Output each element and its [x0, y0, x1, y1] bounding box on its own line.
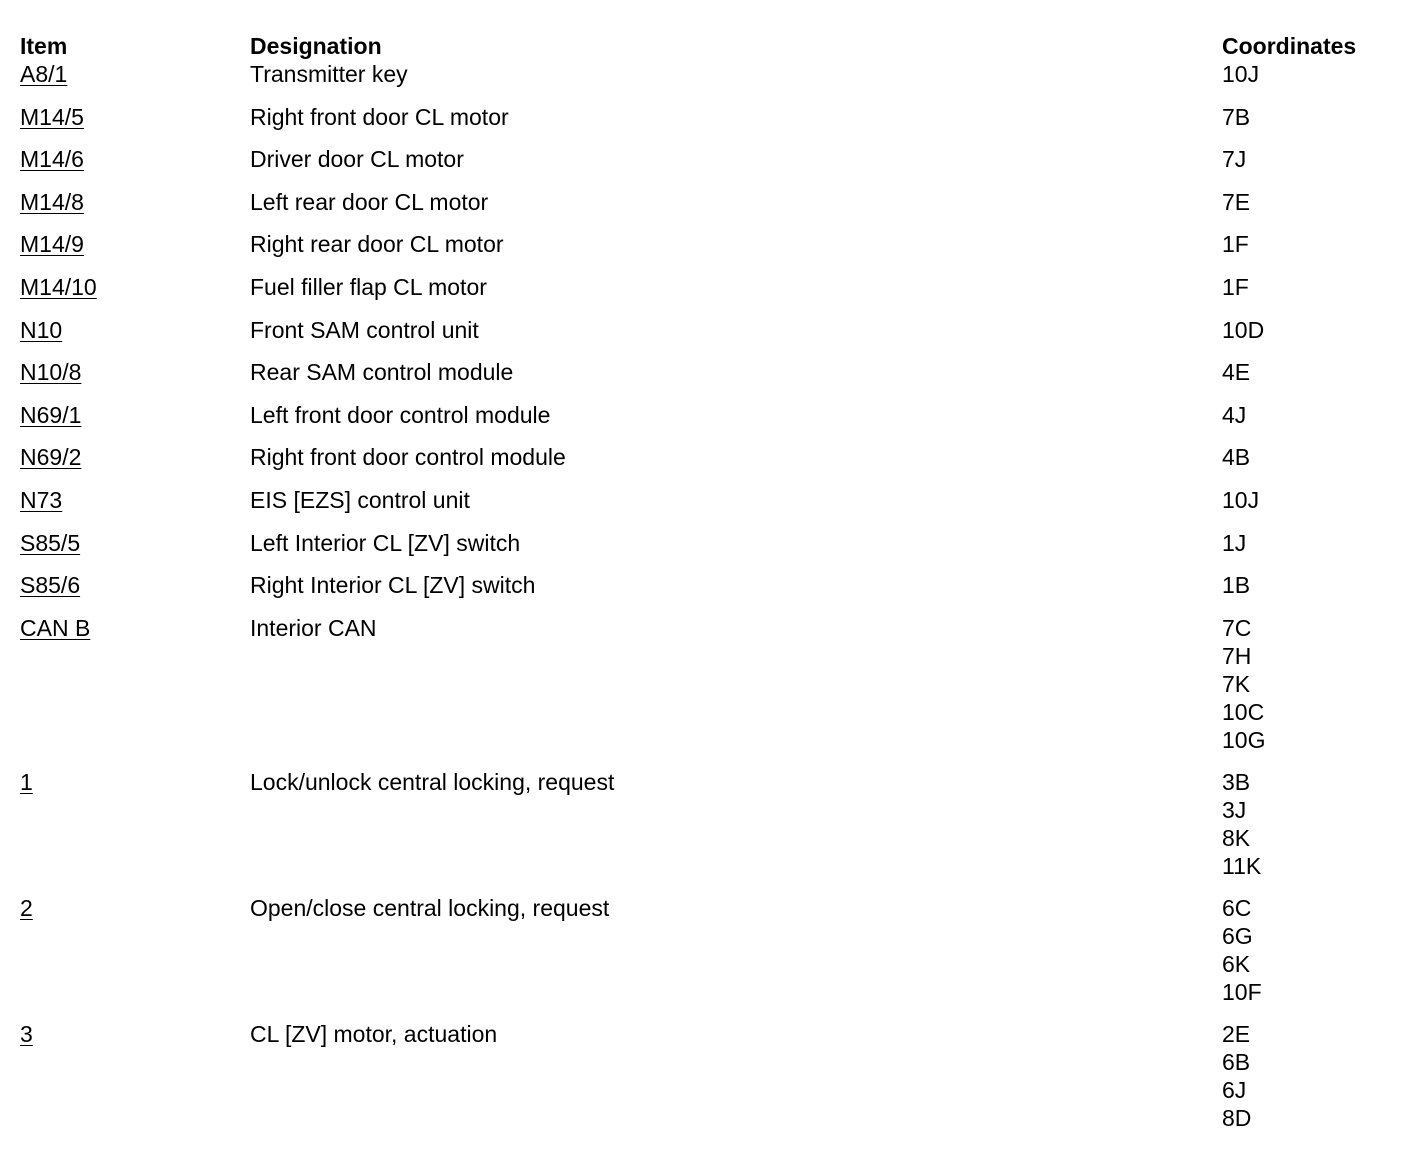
designation-cell: Right Interior CL [ZV] switch	[250, 572, 536, 599]
coordinate-value: 8K	[1222, 824, 1251, 851]
coordinates-cell	[1202, 316, 1408, 359]
designation-cell: Fuel filler flap CL motor	[250, 273, 487, 300]
coordinate-value: 2E	[1222, 1020, 1251, 1047]
table-row	[0, 230, 1408, 273]
coordinate-value: 6K	[1222, 950, 1251, 977]
coordinate-value: 10J	[1222, 61, 1260, 87]
coordinate-value: 1J	[1222, 529, 1247, 556]
table-row	[0, 103, 1408, 146]
designation-cell: Right front door control module	[250, 444, 566, 471]
coordinates-cell	[1202, 60, 1408, 103]
item-cell	[0, 103, 230, 146]
coordinate-value: 6J	[1222, 1076, 1247, 1103]
coordinate-value: 11K	[1222, 852, 1262, 879]
item-cell	[0, 1020, 230, 1146]
designation-cell: Rear SAM control module	[250, 359, 514, 386]
coordinate-value: 1F	[1222, 273, 1249, 300]
designation-cell: Left Interior CL [ZV] switch	[250, 529, 521, 556]
item-link[interactable]: A8/1	[20, 61, 68, 87]
item-link[interactable]: S85/6	[20, 572, 81, 599]
coordinates-cell	[1202, 529, 1408, 572]
coordinates-cell	[1202, 188, 1408, 231]
coordinate-value: 1F	[1222, 231, 1249, 258]
coordinates-cell	[1202, 358, 1408, 401]
coordinate-value: 6B	[1222, 1048, 1251, 1075]
item-link[interactable]: M14/6	[20, 146, 84, 173]
item-cell	[0, 443, 230, 486]
item-cell	[0, 571, 230, 614]
coordinates-cell	[1202, 230, 1408, 273]
item-link[interactable]: M14/8	[20, 188, 84, 215]
designation-cell: Interior CAN	[250, 614, 377, 641]
coordinate-value: 3B	[1222, 768, 1251, 795]
coordinate-value: 10D	[1222, 316, 1265, 343]
table-header-row	[0, 0, 1408, 60]
table-row	[0, 894, 1408, 1020]
coordinate-value: 7C	[1222, 614, 1252, 641]
coordinates-cell	[1202, 768, 1408, 894]
designation-cell: Left rear door CL motor	[250, 188, 489, 215]
item-cell	[0, 401, 230, 444]
table-row	[0, 273, 1408, 316]
designation-cell: Open/close central locking, request	[250, 894, 610, 921]
table-row	[0, 614, 1408, 768]
item-cell	[0, 316, 230, 359]
table-row	[0, 768, 1408, 894]
item-link[interactable]: N10/8	[20, 359, 82, 386]
table-row	[0, 486, 1408, 529]
designation-column-header: Designation	[250, 33, 382, 59]
item-link[interactable]: N73	[20, 486, 63, 513]
coordinates-cell	[1202, 401, 1408, 444]
item-link[interactable]: 3	[20, 1020, 33, 1047]
item-cell	[0, 273, 230, 316]
table-row	[0, 1020, 1408, 1146]
coordinates-column-header: Coordinates	[1222, 33, 1357, 59]
item-cell	[0, 60, 230, 103]
designation-cell: EIS [EZS] control unit	[250, 486, 470, 513]
item-link[interactable]: N10	[20, 316, 63, 343]
coordinates-cell	[1202, 571, 1408, 614]
coordinates-cell	[1202, 486, 1408, 529]
item-cell	[0, 768, 230, 894]
coordinates-cell	[1202, 145, 1408, 188]
table-row	[0, 571, 1408, 614]
item-cell	[0, 894, 230, 1020]
item-link[interactable]: N69/2	[20, 444, 82, 471]
coordinates-cell	[1202, 1020, 1408, 1146]
coordinate-value: 4J	[1222, 401, 1247, 428]
designation-cell: Front SAM control unit	[250, 316, 479, 343]
coordinate-value: 4B	[1222, 444, 1251, 471]
coordinate-value: 6G	[1222, 922, 1253, 949]
item-cell	[0, 230, 230, 273]
coordinates-cell	[1202, 894, 1408, 1020]
coordinates-cell	[1202, 614, 1408, 768]
item-link[interactable]: N69/1	[20, 401, 82, 428]
coordinate-value: 7K	[1222, 670, 1251, 697]
item-link[interactable]: S85/5	[20, 529, 81, 556]
designation-cell: Right front door CL motor	[250, 103, 509, 130]
coordinate-value: 3J	[1222, 796, 1247, 823]
designation-cell: Driver door CL motor	[250, 146, 464, 173]
designation-cell: Transmitter key	[250, 61, 408, 87]
item-link[interactable]: M14/10	[20, 273, 97, 300]
coordinate-value: 8D	[1222, 1104, 1252, 1131]
item-cell	[0, 614, 230, 768]
legend-table-body	[0, 60, 1408, 1146]
item-link[interactable]: 1	[20, 768, 33, 795]
coordinate-value: 10F	[1222, 978, 1262, 1005]
table-row	[0, 529, 1408, 572]
coordinate-value: 7H	[1222, 642, 1252, 669]
item-cell	[0, 486, 230, 529]
item-cell	[0, 529, 230, 572]
coordinates-cell	[1202, 443, 1408, 486]
table-row	[0, 358, 1408, 401]
designation-cell: Lock/unlock central locking, request	[250, 768, 615, 795]
table-row	[0, 145, 1408, 188]
coordinate-value: 6C	[1222, 894, 1252, 921]
table-row	[0, 401, 1408, 444]
designation-cell: Right rear door CL motor	[250, 231, 504, 258]
coordinate-value: 1B	[1222, 572, 1251, 599]
coordinate-value: 4E	[1222, 359, 1251, 386]
coordinate-value: 10J	[1222, 486, 1260, 513]
item-cell	[0, 358, 230, 401]
table-row	[0, 60, 1408, 103]
coordinate-value: 7J	[1222, 146, 1247, 173]
item-column-header: Item	[20, 33, 68, 59]
item-link[interactable]: M14/5	[20, 103, 84, 130]
coordinates-cell	[1202, 273, 1408, 316]
table-row	[0, 188, 1408, 231]
item-link[interactable]: CAN B	[20, 614, 91, 641]
item-link[interactable]: M14/9	[20, 231, 84, 258]
coordinate-value: 7B	[1222, 103, 1251, 130]
item-cell	[0, 145, 230, 188]
designation-cell: Left front door control module	[250, 401, 551, 428]
table-row	[0, 316, 1408, 359]
coordinate-value: 7E	[1222, 188, 1251, 215]
table-row	[0, 443, 1408, 486]
coordinates-cell	[1202, 103, 1408, 146]
item-cell	[0, 188, 230, 231]
item-link[interactable]: 2	[20, 894, 33, 921]
coordinate-value: 10G	[1222, 726, 1266, 753]
coordinate-value: 10C	[1222, 698, 1265, 725]
designation-cell: CL [ZV] motor, actuation	[250, 1020, 498, 1047]
